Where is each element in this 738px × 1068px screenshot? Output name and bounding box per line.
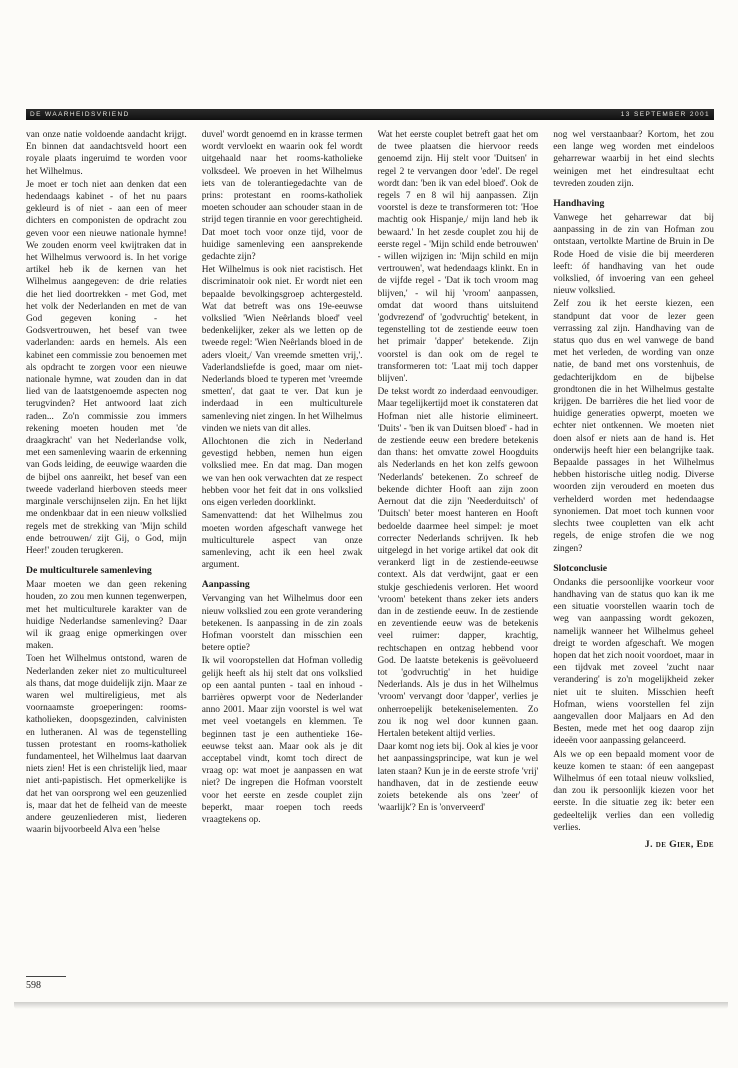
- paragraph: nog wel verstaanbaar? Kortom, het zou een lange weg worden met eindeloos geharrewar waarbij in het eind slechts weinigen met het eindresultaat echt tevreden zouden zijn.: [553, 130, 714, 189]
- section-heading: Slotconclusie: [553, 562, 608, 574]
- paragraph: Vanwege het geharrewar dat bij aanpassing in de zin van Hofman zou ontstaan, vertolkte Martine de Bruin in De Rode Hoed de visie die bij meerderen leeft: óf handhaving van het oude volkslied, óf invoering van een geheel nieuw volkslied.: [553, 213, 714, 297]
- issue-date: 13 SEPTEMBER 2001: [620, 111, 710, 118]
- page-footer: [26, 976, 66, 991]
- text-column-1: [26, 129, 187, 981]
- section-heading: Aanpassing: [201, 579, 250, 591]
- paragraph: Je moet er toch niet aan denken dat een hedendaags kabinet - of het nu paars gekleurd is of niet - aan een of meer dichters en componisten de opdracht zou geven voor een nieuwe nationale hymne! We zouden enorm veel kwijtraken dat in het Wilhelmus verwoord is. In het vorige artikel heb ik de kernen van het Wilhelmus aangegeven: de drie relaties die het lied doortrekken - met God, met het volk der Nederlanden en met de van God gegeven koning - het Godsvertrouwen, het besef van twee vaderlanden: aards en hemels. Als een kabinet een commissie zou benoemen met als opdracht te zorgen voor een nieuwe nationale hymne, wat zouden dan in dat lied van de laatstgenoemde aspecten nog terugvinden? Het antwoord laat zich raden... Zo'n commissie zou immers rekening moeten houden met 'de draagkracht' van het Nederlandse volk, met een samenleving waarin de erkenning van Gods leiding, de eeuwige waarden die de bijbel ons aanreikt, het besef van een tweede vaderland hierboven steeds meer marginale verschijnselen zijn. En het lijkt me ondenkbaar dat in een nieuw volkslied regels met de strekking van 'Mijn schild ende betrouwen/ zijt Gij, o God, mijn Heer!' zouden terugkeren.: [26, 179, 187, 556]
- text-column-4: [553, 129, 714, 981]
- footer-rule: [26, 976, 66, 977]
- paragraph: Ik wil vooropstellen dat Hofman volledig gelijk heeft als hij stelt dat ons volkslied op een aantal punten - taal en inhoud - barrières opwerpt voor de Nederlander anno 2001. Maar zijn voorstel is wel wat met veel voetangels en klemmen. Te beginnen tast je een authentieke 16e-eeuwse tekst aan. Maar ook als je dit acceptabel vindt, komt toch direct de vraag op: wat moet je aanpassen en wat niet? De ingrepen die Hofman voorstelt voor het eerste en zesde couplet zijn beperkt, maar roepen toch reeds vraagtekens op.: [201, 656, 363, 825]
- paragraph: van onze natie voldoende aandacht krijgt. En binnen dat aandachtsveld hoort een royale plaats ingeruimd te worden voor het Wilhelmus.: [26, 130, 187, 177]
- journal-title: DE WAARHEIDSVRIEND: [30, 111, 130, 118]
- paragraph: Maar moeten we dan geen rekening houden, zo zou men kunnen tegenwerpen, met het multiculturele karakter van de huidige Nederlandse samenleving? Daar wil ik graag enige opmerkingen over maken.: [26, 580, 187, 652]
- text-column-2: [202, 129, 363, 981]
- masthead-bar: [26, 109, 714, 120]
- section-heading: Handhaving: [553, 198, 605, 210]
- page-number: 598: [26, 980, 41, 991]
- paragraph: De tekst wordt zo inderdaad eenvoudiger. Maar tegelijkertijd moet ik constateren dat Hofman niet alle historie elimineert. 'Duits' - 'ben ik van Duitsen bloed' - had in de zestiende eeuw een bredere betekenis dan thans: het omvatte zowel Hoogduits als Nederlands en het kon zelfs gewoon 'Nederlands' betekenen. Zo schreef de bekende dichter Hooft aan zijn zoon Aernout dat die zijn 'Neederduitsch' of 'Duitsch' beter moest hanteren en Hooft bedoelde daarmee heel simpel: je moet correcter Nederlands schrijven. Ik heb uitgelegd in het vorige artikel dat ook dit verankerd ligt in de zestiende-eeuwse context. Als dat verdwijnt, gaat er een stukje geschiedenis verloren. Het woord 'vroom' betekent thans zeker iets anders dan in de zestiende eeuw. In de zestiende en zeventiende eeuw was de betekenis veel ruimer: dapper, krachtig, rechtschapen en ontzag hebbend voor God. De laatste betekenis is geëvolueerd tot 'godvruchtig' in het huidige Nederlands. Als je dus in het Wilhelmus 'vroom' vervangt door 'dapper', verlies je onherroepelijk betekeniselementen. Zo zou ik nog wel door kunnen gaan. Hertalen betekent altijd verlies.: [377, 387, 539, 739]
- section-heading: De multiculturele samenleving: [26, 565, 152, 577]
- paragraph: Allochtonen die zich in Nederland gevestigd hebben, nemen hun eigen volkslied mee. En dat mag. Dan mogen we van hen ook verwachten dat ze respect hebben voor het feit dat in ons volkslied ons eigen verleden doorklinkt.: [201, 437, 363, 509]
- page-edge-shadow: [14, 1002, 728, 1009]
- paragraph: Wat het eerste couplet betreft gaat het om de twee plaatsen die hiervoor reeds genoemd zijn. Hij stelt voor 'Duitsen' in regel 2 te vervangen door 'edel'. De regel wordt dan: 'ben ik van edel bloed'. Ook de regels 7 en 8 wil hij aanpassen. Zijn voorstel is deze te transformeren tot: 'Hoe machtig ook Hispanje,/ mijn land heb ik bewaard.' In het zesde couplet zou hij de eerste regel - 'Mijn schild ende betrouwen' - willen wijzigen in: 'Mijn schild en mijn vertrouwen', wat hedendaags klinkt. En in de vijfde regel - 'Dat ik toch vroom mag blijven,' - wil hij 'vroom' aanpassen, omdat dat woord thans uitsluitend 'godvrezend' of 'godvruchtig' betekent, in tegenstelling tot de zestiende eeuw toen het primair 'dapper' betekende. Zijn voorstel is dan ook om de regel te transformeren tot: 'Laat mij toch dapper blijven'.: [377, 130, 539, 385]
- author-signature: J. de Gier, Ede: [644, 838, 714, 850]
- paragraph: duvel' wordt genoemd en in krasse termen wordt vervloekt en waarin ook fel wordt uitgehaald naar het rooms-katholieke volksdeel. We proeven in het Wilhelmus iets van de tolerantiegedachte van de prins: protestant en rooms-katholiek moeten schouder aan schouder staan in de strijd tegen tirannie en voor gerechtigheid. Dat moet toch voor onze tijd, voor de huidige samenleving een aansprekende gedachte zijn?: [201, 130, 363, 263]
- paragraph: Als we op een bepaald moment voor de keuze komen te staan: óf een aangepast Wilhelmus óf een totaal nieuw volkslied, dan zou ik persoonlijk kiezen voor het eerste. In die situatie zeg ik: beter een gedeeltelijk verlies dan een volledig verlies.: [553, 749, 714, 833]
- paragraph: Samenvattend: dat het Wilhelmus zou moeten worden afgeschaft vanwege het multiculturele aspect van onze samenleving, acht ik een heel zwak argument.: [201, 511, 363, 571]
- paragraph: Het Wilhelmus is ook niet racistisch. Het discriminatoir ook niet. Er wordt niet een bepaalde bevolkingsgroep achtergesteld. Wat dat betreft was ons 19e-eeuwse volkslied 'Wien Neêrlands bloed' veel bedenkelijker, zeker als we letten op de tweede regel: 'Wien Neêrlands bloed in de aders vloeit,/ Van vreemde smetten vrij,'. Vaderlandsliefde is goed, maar om niet-Nederlands bloed te typeren met 'vreemde smetten', dat gaat te ver. Dat kun je inderdaad in een multiculturele samenleving niet zingen. In het Wilhelmus vinden we niets van dit alles.: [201, 265, 363, 434]
- paragraph: Vervanging van het Wilhelmus door een nieuw volkslied zou een grote verandering betekenen. Is aanpassing in de zin zoals Hofman voorstelt dan misschien een betere optie?: [201, 594, 363, 654]
- text-column-3: [378, 129, 539, 981]
- paragraph: Toen het Wilhelmus ontstond, waren de Nederlanden zeker niet zo multicultureel als thans, dat moge duidelijk zijn. Maar ze waren wel multireligieus, met als voornaamste groeperingen: rooms-katholieken, doopsgezinden, calvinisten en lutheranen. Al was de tegenstelling tussen protestant en rooms-katholiek fundamenteel, het Wilhelmus laat daarvan niets zien! Het is een christelijk lied, maar niet anti-papistisch. Het opmerkelijke is dat het van oorsprong wel een geuzenlied is, maar dat het de felheid van de meeste andere geuzenliederen mist, liederen waarin bijvoorbeeld Alva een 'helse: [26, 654, 187, 836]
- paragraph: Ondanks die persoonlijke voorkeur voor handhaving van de status quo kan ik me een situatie voorstellen waarin toch de weg van aanpassing wordt gekozen, namelijk wanneer het Wilhelmus geheel dreigt te worden afgeschaft. We mogen hopen dat het zich nooit voordoet, maar in een tijdvak met zoveel 'zucht naar verandering' is zo'n mogelijkheid zeker niet uit te sluiten. Misschien heeft Hofman, wiens voorstellen fel zijn aangevallen door Maljaars en Ad den Besten, mede met het oog daarop zijn ideeën voor aanpassing gelanceerd.: [553, 577, 714, 747]
- paragraph: Daar komt nog iets bij. Ook al kies je voor het aanpassingsprincipe, wat kun je wel laten staan? Kun je in de eerste strofe 'vrij' handhaven, dat in de zestiende eeuw zoiets betekende als ons 'zeer' of 'waarlijk'? En is 'onverveerd': [377, 742, 539, 814]
- paragraph: Zelf zou ik het eerste kiezen, een standpunt dat voor de lezer geen verrassing zal zijn. Handhaving van de status quo dus en wel vanwege de band met het verleden, de wording van onze natie, de band met ons vorstenhuis, de gedachterijkdom en de bijbelse grondtonen die in het Wilhelmus gestalte krijgen. De barrières die het lied voor de huidige generaties opwerpt, moeten we echter niet ontkennen. We moeten niet doen alsof er niets aan de hand is. Het onderwijs heeft hier een belangrijke taak. Bepaalde passages in het Wilhelmus hebben historische uitleg nodig. Diverse woorden zijn verouderd en moeten dus verhelderd worden met hedendaagse synoniemen. Dat moet toch kunnen voor slechts twee coupletten van elk acht regels, de enige strofen die we nog zingen?: [553, 299, 714, 554]
- article-columns: [26, 129, 714, 981]
